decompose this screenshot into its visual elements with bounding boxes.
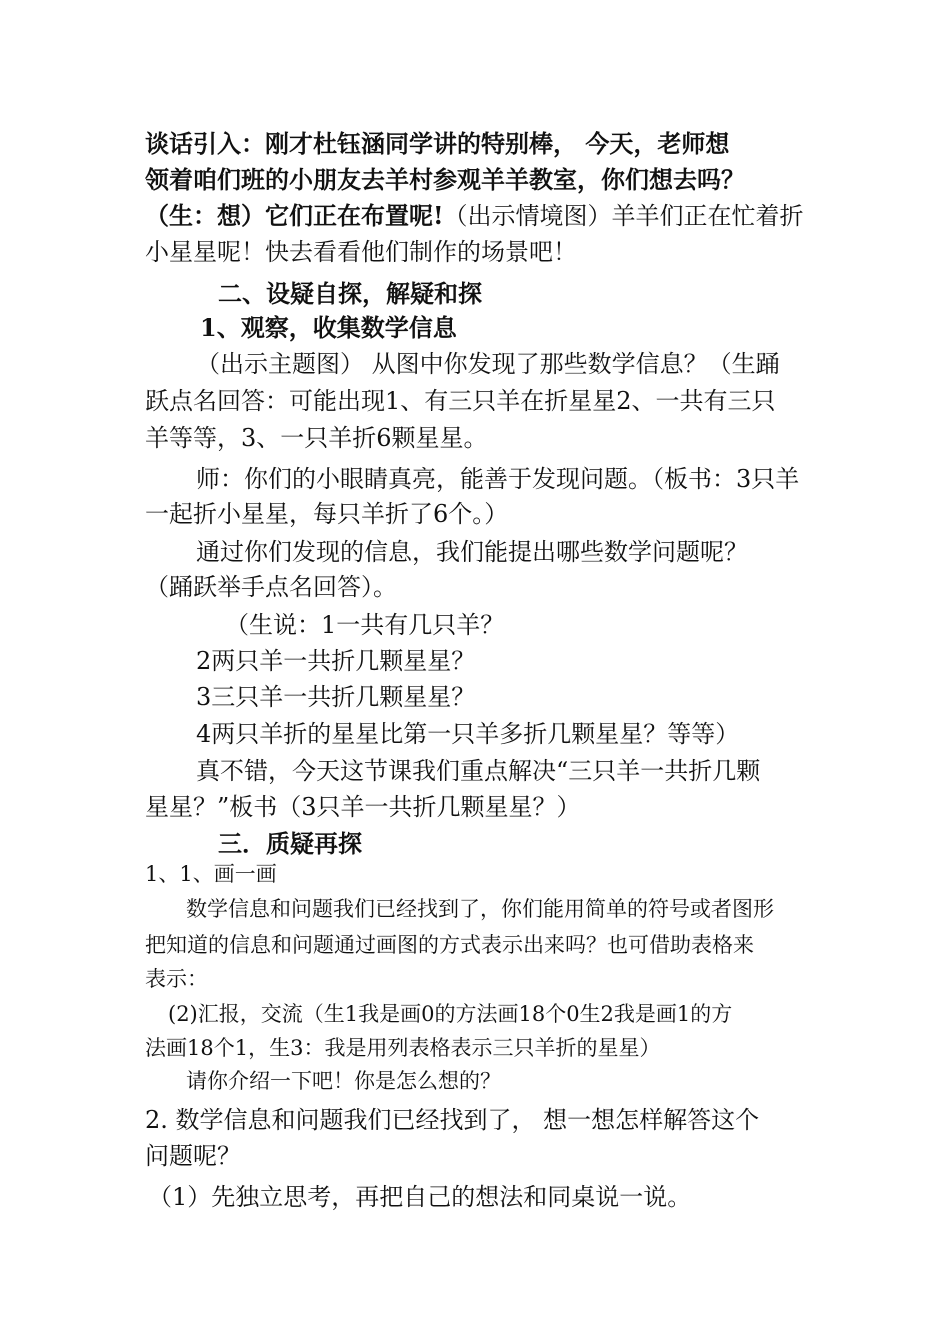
section-heading-2: 二、设疑自探，解疑和探 xyxy=(218,279,482,308)
paragraph-line: 2. 数学信息和问题我们已经找到了， 想一想怎样解答这个 xyxy=(145,1106,760,1134)
intro-line-2: 领着咱们班的小朋友去羊村参观羊羊教室，你们想去吗？ xyxy=(145,165,745,194)
paragraph-line: 真不错，今天这节课我们重点解决“三只羊一共折几颗 xyxy=(196,757,761,785)
paragraph-line: 把知道的信息和问题通过画图的方式表示出来吗？也可借助表格来 xyxy=(145,933,754,957)
paragraph-line: (2)汇报，交流（生1我是画0的方法画18个0生2我是画1的方 xyxy=(168,1002,733,1026)
paragraph-line: 请你介绍一下吧！你是怎么想的？ xyxy=(186,1069,501,1093)
paragraph-line: 通过你们发现的信息，我们能提出哪些数学问题呢？ xyxy=(196,538,748,566)
paragraph-line: 跃点名回答：可能出现1、有三只羊在折星星2、一共有三只 xyxy=(145,387,776,415)
intro-line-3 xyxy=(145,199,804,233)
intro-line-1: 谈话引入：刚才杜钰涵同学讲的特别棒， 今天，老师想 xyxy=(145,129,730,158)
paragraph-line: 羊等等，3、一只羊折6颗星星。 xyxy=(145,424,488,452)
paragraph-line: （出示主题图） 从图中你发现了那些数学信息？（生踊 xyxy=(196,350,780,378)
subheading-draw: 1、1、画一画 xyxy=(145,862,277,886)
question-list-item: 2两只羊一共折几颗星星？ xyxy=(196,647,476,675)
section-heading-3: 三．质疑再探 xyxy=(218,829,362,858)
paragraph-line: 问题呢？ xyxy=(145,1142,241,1170)
intro-line-4: 小星星呢！快去看看他们制作的场景吧！ xyxy=(145,238,577,266)
question-list-item: 4两只羊折的星星比第一只羊多折几颗星星？等等） xyxy=(196,720,740,748)
question-list-item: （生说：1一共有几只羊？ xyxy=(225,611,505,639)
paragraph-line: 师：你们的小眼睛真亮，能善于发现问题。（板书：3只羊 xyxy=(196,465,800,493)
paragraph-line: 表示： xyxy=(145,967,208,991)
question-list-item: 3三只羊一共折几颗星星？ xyxy=(196,683,476,711)
subheading-observe: 1、观察，收集数学信息 xyxy=(200,313,457,342)
intro-line-3-bold: （生：想）它们正在布置呢! xyxy=(145,201,444,230)
paragraph-line: 一起折小星星，每只羊折了6个。） xyxy=(145,500,509,528)
paragraph-line: 星星？”板书（3只羊一共折几颗星星？） xyxy=(145,793,581,821)
paragraph-line: （1）先独立思考，再把自己的想法和同桌说一说。 xyxy=(148,1183,692,1211)
intro-line-3-normal: （出示情境图）羊羊们正在忙着折 xyxy=(443,202,804,230)
paragraph-line: （踊跃举手点名回答）。 xyxy=(145,573,397,601)
paragraph-line: 法画18个1，生3：我是用列表格表示三只羊折的星星） xyxy=(145,1036,661,1060)
paragraph-line: 数学信息和问题我们已经找到了，你们能用简单的符号或者图形 xyxy=(186,897,774,921)
